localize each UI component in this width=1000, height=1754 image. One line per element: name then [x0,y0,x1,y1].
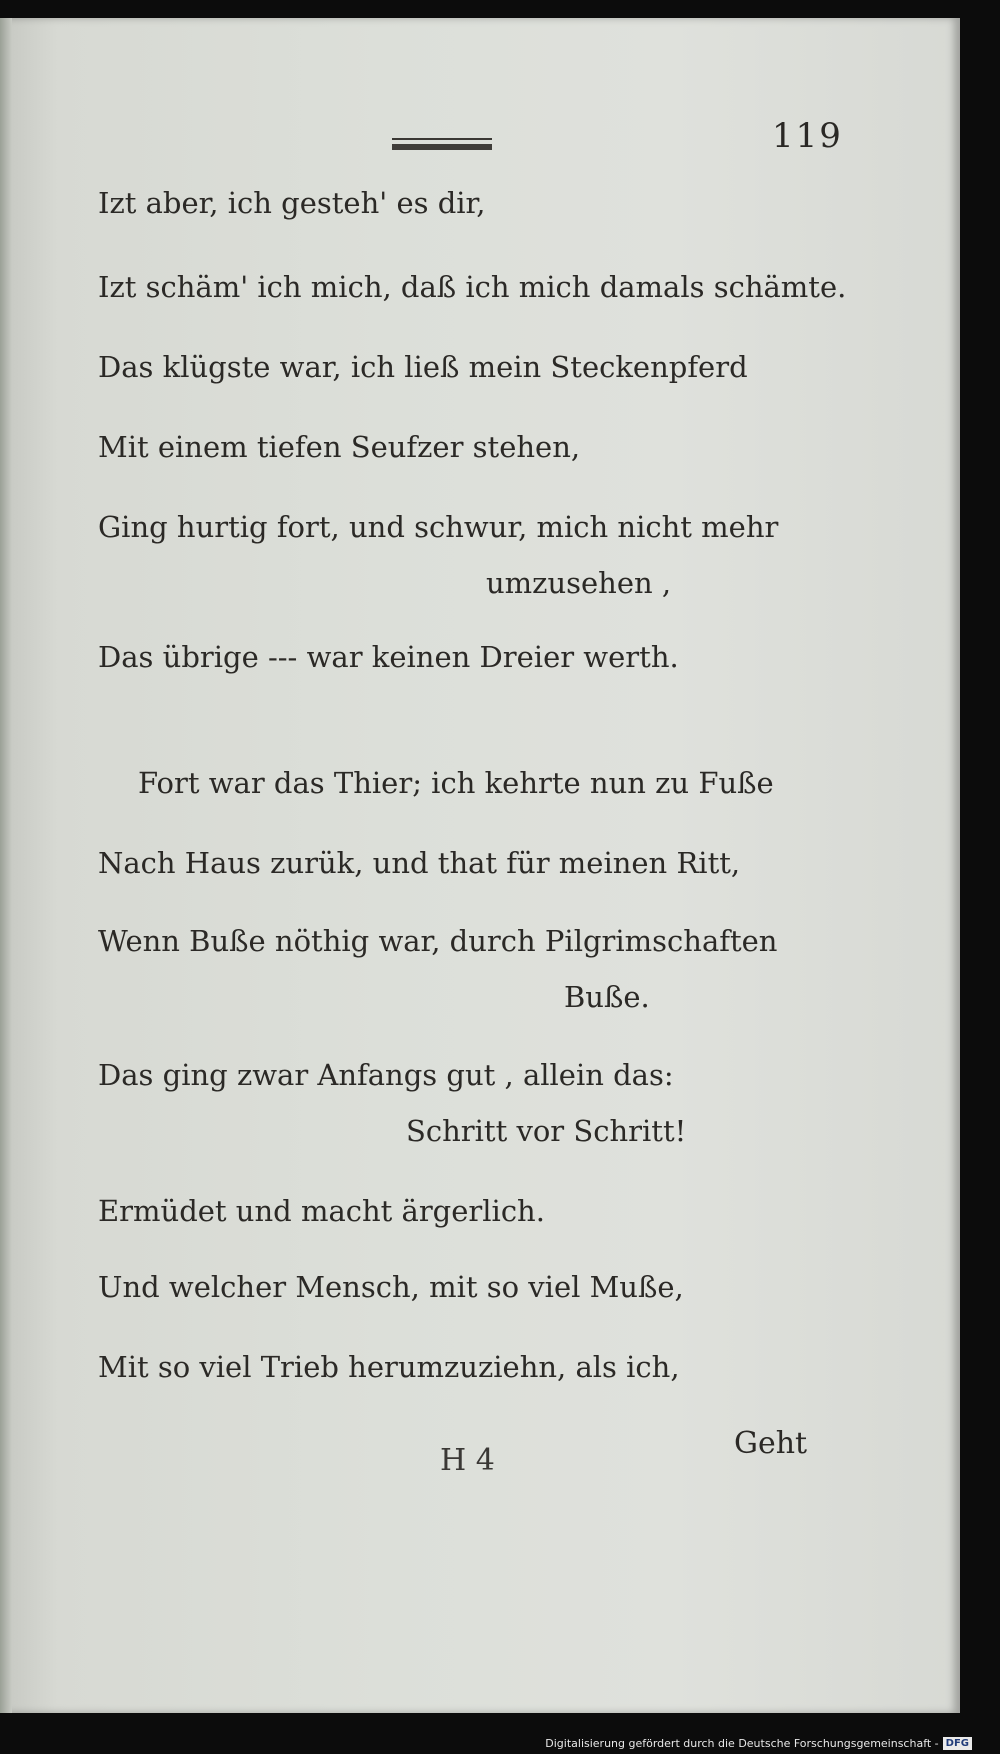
book-page [0,18,960,1713]
text-line: Buße. [564,980,650,1014]
page-gutter [0,18,12,1713]
digitization-credit [545,1737,972,1750]
text-line: Das ging zwar Anfangs gut , allein das: [98,1058,674,1092]
signature-mark: H 4 [440,1443,495,1478]
dfg-logo: DFG [943,1737,972,1750]
text-line: Fort war das Thier; ich kehrte nun zu Fuße [138,766,774,800]
text-line: Ging hurtig fort, und schwur, mich nicht mehr [98,510,779,544]
text-line: Izt schäm' ich mich, daß ich mich damals schämte. [98,270,847,304]
credit-text: Digitalisierung gefördert durch die Deutsche Forschungsgemeinschaft - [545,1737,939,1750]
text-line: Mit so viel Trieb herumzuziehn, als ich, [98,1350,680,1384]
text-line: Ermüdet und macht ärgerlich. [98,1194,545,1228]
text-line: Nach Haus zurük, und that für meinen Ritt, [98,846,741,880]
header-rule-ornament [392,136,492,154]
text-line: Mit einem tiefen Seufzer stehen, [98,430,581,464]
text-line: Wenn Buße nöthig war, durch Pilgrimschaften [98,924,778,958]
text-line: Und welcher Mensch, mit so viel Muße, [98,1270,684,1304]
text-line: umzusehen , [486,566,672,600]
text-line: Izt aber, ich gesteh' es dir, [98,186,486,220]
text-line: Das übrige --- war keinen Dreier werth. [98,640,679,674]
catchword: Geht [734,1426,808,1461]
text-line: Schritt vor Schritt! [406,1114,687,1148]
text-line: Das klügste war, ich ließ mein Steckenpferd [98,350,748,384]
page-number: 119 [772,116,843,156]
